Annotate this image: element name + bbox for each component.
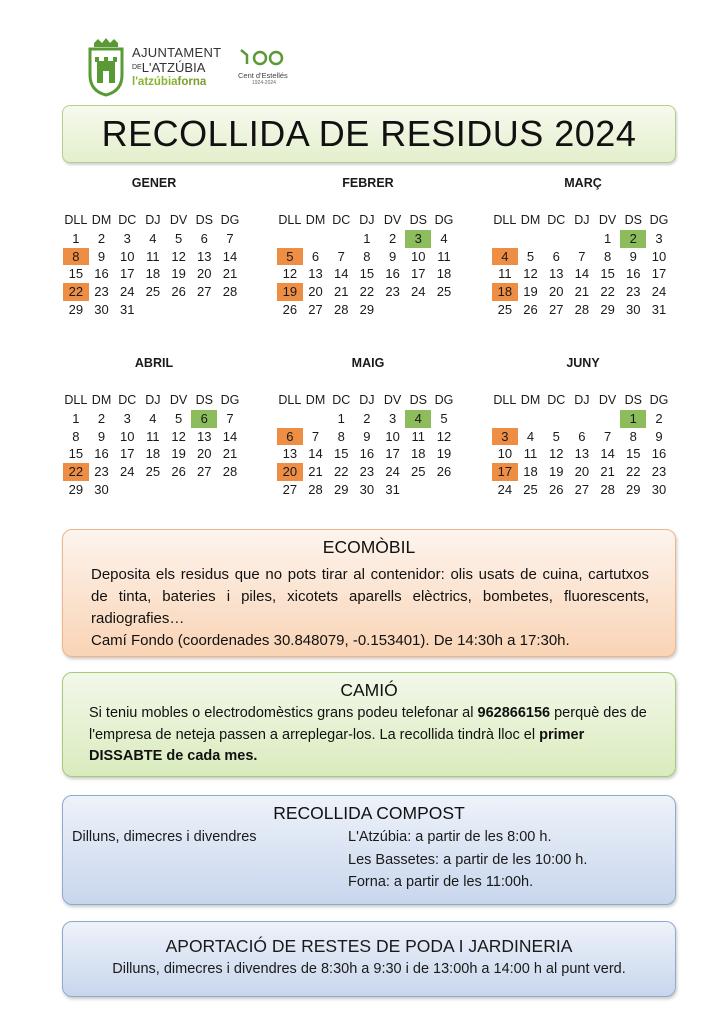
weekday-header: DV — [169, 393, 188, 407]
day-cell: 27 — [197, 284, 212, 300]
day-cell: 2 — [363, 410, 371, 426]
day-cell: 22 — [359, 284, 375, 300]
day-cell: 11 — [498, 266, 512, 282]
day-cell: 7 — [226, 410, 234, 426]
day-cell: 15 — [359, 266, 375, 282]
camio-phone: 962866156 — [477, 705, 551, 721]
compost-box — [62, 795, 676, 905]
day-cell: 15 — [333, 446, 349, 462]
day-cell: 16 — [359, 446, 375, 462]
day-cell: 20 — [197, 266, 212, 282]
compost-title: RECOLLIDA COMPOST — [273, 803, 465, 823]
weekday-header: DV — [383, 213, 402, 227]
month-block — [492, 355, 674, 499]
day-cell: 14 — [222, 428, 238, 444]
day-cell: 8 — [72, 428, 80, 444]
brand-forna: forna — [177, 75, 207, 88]
weekday-header: DM — [305, 213, 326, 227]
ecomobil-title: ECOMÒBIL — [322, 537, 416, 557]
month-grid — [277, 212, 459, 319]
day-cell: 25 — [145, 464, 161, 480]
weekday-header: DJ — [359, 393, 375, 407]
day-cell: 5 — [174, 410, 183, 426]
day-cell: 5 — [526, 248, 535, 264]
day-cell: 28 — [222, 284, 238, 300]
day-cell: 16 — [651, 446, 667, 462]
day-cell: 17 — [385, 446, 400, 462]
weekday-header: DS — [624, 393, 642, 407]
month-name: MARÇ — [564, 176, 602, 190]
day-cell-ecomobil: 20 — [277, 463, 303, 481]
day-cell: 10 — [651, 248, 667, 264]
day-cell-ecomobil: 18 — [492, 283, 518, 301]
day-cell: 30 — [651, 481, 667, 497]
empty-day-cell — [518, 410, 544, 428]
day-cell: 11 — [437, 248, 451, 264]
day-cell: 16 — [94, 446, 109, 462]
weekday-header: DG — [434, 393, 454, 407]
day-cell: 6 — [200, 230, 208, 246]
day-cell: 22 — [626, 464, 641, 480]
camio-text-part1: Si teniu mobles o electrodomèstics grans podeu telefonar al — [89, 705, 478, 721]
weekday-header: DJ — [359, 213, 375, 227]
day-cell: 5 — [174, 230, 183, 246]
weekday-header: DS — [195, 393, 213, 407]
day-cell: 13 — [282, 446, 298, 462]
day-cell: 23 — [94, 464, 109, 480]
day-cell: 27 — [282, 481, 298, 497]
day-cell: 11 — [146, 428, 160, 444]
empty-day-cell — [492, 230, 518, 248]
weekday-header: DLL — [278, 213, 302, 227]
day-cell: 19 — [171, 446, 186, 462]
day-cell: 27 — [308, 301, 323, 317]
day-cell: 29 — [600, 301, 615, 317]
day-cell: 17 — [119, 446, 135, 462]
day-cell: 8 — [337, 428, 345, 444]
ajuntament-logo — [86, 36, 221, 98]
empty-day-cell — [569, 410, 595, 428]
camio-schedule: primer DISSABTE de cada mes. — [89, 726, 585, 764]
ajuntament-label: AJUNTAMENT — [132, 44, 222, 60]
town-label: L'ATZÚBIA — [141, 59, 206, 75]
day-cell: 3 — [388, 410, 397, 426]
day-cell: 15 — [68, 446, 84, 462]
day-cell: 15 — [626, 446, 641, 462]
weekday-header: DS — [195, 213, 213, 227]
day-cell: 23 — [626, 284, 641, 300]
day-cell: 10 — [411, 248, 426, 264]
compost-days: Dilluns, dimecres i divendres — [72, 829, 257, 845]
day-cell: 29 — [359, 301, 375, 317]
day-cell: 2 — [655, 410, 663, 426]
day-cell: 26 — [171, 464, 186, 480]
day-cell: 10 — [119, 428, 135, 444]
weekday-header: DJ — [574, 393, 590, 407]
month-name: FEBRER — [342, 176, 394, 190]
poda-text: Dilluns, dimecres i divendres de 8:30h a 9:30 i de 13:00h a 14:00 h al punt verd. — [112, 961, 626, 977]
day-cell: 28 — [333, 301, 349, 317]
weekday-header: DJ — [145, 213, 161, 227]
month-block — [63, 175, 245, 319]
day-cell-ecomobil: 22 — [63, 463, 89, 481]
day-cell: 30 — [626, 301, 641, 317]
weekday-header: DLL — [278, 393, 302, 407]
day-cell: 18 — [145, 266, 161, 282]
day-cell: 30 — [359, 481, 375, 497]
day-cell: 12 — [523, 266, 538, 282]
day-cell: 1 — [603, 230, 612, 246]
day-cell: 20 — [308, 284, 323, 300]
day-cell: 10 — [385, 428, 400, 444]
day-cell-ecomobil: 3 — [492, 428, 518, 446]
weekday-header: DLL — [493, 213, 517, 227]
day-cell: 28 — [308, 481, 323, 497]
day-cell-camio: 3 — [405, 230, 431, 248]
day-cell: 18 — [411, 446, 426, 462]
day-cell: 22 — [333, 464, 349, 480]
month-block — [63, 355, 245, 499]
empty-day-cell — [543, 230, 569, 248]
poda-title: APORTACIÓ DE RESTES DE PODA I JARDINERIA — [165, 936, 573, 956]
compost-schedule-bassetes: Les Bassetes: a partir de les 10:00 h. — [348, 851, 588, 868]
day-cell: 28 — [600, 481, 615, 497]
day-cell: 25 — [523, 481, 538, 497]
day-cell: 13 — [548, 266, 564, 282]
empty-day-cell — [277, 410, 303, 428]
day-cell: 1 — [337, 410, 345, 426]
day-cell: 31 — [119, 301, 135, 317]
weekday-header: DG — [220, 393, 240, 407]
day-cell: 27 — [197, 464, 212, 480]
weekday-header: DM — [520, 213, 541, 227]
day-cell: 14 — [222, 248, 238, 264]
day-cell: 16 — [94, 266, 109, 282]
day-cell: 25 — [436, 284, 452, 300]
day-cell-ecomobil: 8 — [63, 248, 89, 266]
month-block — [277, 175, 459, 319]
weekday-header: DM — [91, 393, 112, 407]
day-cell: 24 — [411, 284, 426, 300]
weekday-header: DS — [624, 213, 642, 227]
day-cell: 9 — [363, 428, 371, 444]
day-cell: 5 — [440, 410, 448, 426]
day-cell: 3 — [655, 230, 663, 246]
empty-day-cell — [277, 230, 303, 248]
weekday-header: DS — [409, 213, 427, 227]
day-cell: 2 — [97, 410, 106, 426]
day-cell: 29 — [626, 481, 641, 497]
camio-box — [62, 672, 676, 777]
empty-day-cell — [543, 410, 569, 428]
day-cell: 11 — [523, 446, 538, 462]
day-cell: 13 — [308, 266, 323, 282]
weekday-header: DG — [434, 213, 454, 227]
day-cell: 20 — [548, 284, 564, 300]
camio-text — [89, 703, 647, 768]
weekday-header: DJ — [574, 213, 590, 227]
day-cell: 25 — [411, 464, 426, 480]
day-cell: 18 — [145, 446, 161, 462]
day-cell: 7 — [226, 230, 234, 246]
day-cell-ecomobil: 19 — [277, 283, 303, 301]
day-cell: 27 — [548, 301, 564, 317]
day-cell: 13 — [197, 428, 212, 444]
day-cell: 30 — [94, 301, 109, 317]
day-cell-ecomobil: 4 — [492, 248, 518, 266]
day-cell: 25 — [497, 301, 513, 317]
day-cell-ecomobil: 6 — [277, 428, 303, 446]
day-cell: 14 — [600, 446, 615, 462]
month-name: JUNY — [566, 356, 600, 370]
weekday-header: DC — [118, 393, 137, 407]
month-name: MAIG — [351, 356, 385, 370]
day-cell: 13 — [197, 248, 212, 264]
day-cell: 16 — [626, 266, 641, 282]
compost-schedule-atzubia: L'Atzúbia: a partir de les 8:00 h. — [348, 829, 552, 845]
month-name: ABRIL — [134, 356, 174, 370]
month-block — [492, 175, 674, 319]
day-cell: 13 — [574, 446, 590, 462]
day-cell: 3 — [123, 230, 131, 246]
day-cell: 23 — [94, 284, 109, 300]
day-cell: 7 — [311, 428, 320, 444]
day-cell: 18 — [523, 464, 538, 480]
day-cell: 24 — [385, 464, 400, 480]
day-cell: 26 — [282, 301, 298, 317]
ecomobil-description: Deposita els residus que no pots tirar al contenidor: olis usats de cuina, cartutxos de tinta, bateries i piles, xicotets aparells elèctrics, bombetes, fluorescents, radiografies… — [91, 566, 649, 627]
month-grid — [63, 392, 245, 499]
day-cell: 21 — [308, 464, 323, 480]
ajuntament-de-label: DE — [132, 63, 142, 71]
weekday-header: DC — [547, 393, 566, 407]
day-cell: 29 — [68, 301, 84, 317]
weekday-header: DV — [383, 393, 402, 407]
ecomobil-location: Camí Fondo (coordenades 30.848079, -0.153401). De 14:30h a 17:30h. — [91, 632, 570, 649]
cent-title: Cent d'Estellés — [238, 71, 288, 80]
day-cell: 9 — [388, 248, 397, 264]
coat-of-arms-icon — [86, 37, 126, 97]
day-cell: 19 — [171, 266, 186, 282]
day-cell: 12 — [548, 446, 564, 462]
camio-text-part2: perquè des de l'empresa de neteja passen a arreplegar-los. La recollida tindrà lloc el — [89, 705, 647, 743]
weekday-header: DC — [547, 213, 566, 227]
month-grid — [277, 392, 459, 499]
weekday-header: DLL — [493, 393, 517, 407]
day-cell: 18 — [436, 266, 452, 282]
day-cell: 6 — [552, 248, 560, 264]
ecomobil-box — [62, 529, 676, 657]
day-cell: 24 — [497, 481, 513, 497]
day-cell: 4 — [149, 410, 157, 426]
day-cell: 10 — [119, 248, 135, 264]
day-cell: 20 — [197, 446, 212, 462]
empty-day-cell — [518, 230, 544, 248]
weekday-header: DV — [598, 213, 617, 227]
month-grid — [492, 392, 674, 499]
day-cell: 15 — [68, 266, 84, 282]
empty-day-cell — [303, 230, 329, 248]
month-grid — [492, 212, 674, 319]
day-cell: 9 — [629, 248, 637, 264]
month-block — [277, 355, 459, 499]
day-cell: 24 — [651, 284, 667, 300]
day-cell: 20 — [574, 464, 590, 480]
day-cell: 29 — [333, 481, 349, 497]
poda-box — [62, 921, 676, 997]
weekday-header: DM — [305, 393, 326, 407]
day-cell: 31 — [651, 301, 667, 317]
empty-day-cell — [595, 410, 621, 428]
weekday-header: DS — [409, 393, 427, 407]
day-cell: 2 — [97, 230, 106, 246]
day-cell: 8 — [603, 248, 612, 264]
weekday-header: DM — [91, 213, 112, 227]
day-cell: 12 — [171, 248, 186, 264]
day-cell: 1 — [72, 230, 80, 246]
day-cell-ecomobil: 22 — [63, 283, 89, 301]
day-cell: 2 — [388, 230, 397, 246]
day-cell: 1 — [363, 230, 371, 246]
day-cell: 22 — [600, 284, 615, 300]
day-cell: 4 — [526, 428, 535, 444]
cent-estelles-logo — [238, 46, 298, 86]
day-cell: 27 — [574, 481, 590, 497]
month-grid — [63, 212, 245, 319]
month-name: GENER — [131, 176, 177, 190]
compost-schedule-forna: Forna: a partir de les 11:00h. — [348, 874, 534, 890]
weekday-header: DG — [649, 213, 669, 227]
day-cell: 26 — [548, 481, 564, 497]
day-cell: 11 — [411, 428, 426, 444]
day-cell: 12 — [282, 266, 298, 282]
day-cell: 8 — [629, 428, 637, 444]
day-cell: 16 — [385, 266, 400, 282]
cent-logo-icon — [238, 46, 288, 68]
day-cell: 19 — [436, 446, 452, 462]
day-cell-camio: 6 — [191, 410, 217, 428]
day-cell: 1 — [72, 410, 80, 426]
day-cell: 21 — [222, 266, 238, 282]
day-cell: 28 — [222, 464, 238, 480]
day-cell: 14 — [308, 446, 323, 462]
day-cell: 21 — [600, 464, 615, 480]
day-cell: 17 — [411, 266, 426, 282]
day-cell: 17 — [651, 266, 667, 282]
brand-atzubia: l'atzúbia — [132, 75, 178, 88]
day-cell-camio: 1 — [620, 410, 646, 428]
day-cell: 10 — [497, 446, 513, 462]
day-cell: 26 — [436, 464, 452, 480]
empty-day-cell — [328, 230, 354, 248]
weekday-header: DV — [169, 213, 188, 227]
weekday-header: DLL — [64, 213, 88, 227]
day-cell: 6 — [311, 248, 320, 264]
day-cell: 7 — [337, 248, 345, 264]
camio-title: CAMIÓ — [340, 680, 398, 700]
day-cell-camio: 4 — [405, 410, 431, 428]
day-cell-camio: 2 — [620, 230, 646, 248]
day-cell: 12 — [171, 428, 186, 444]
day-cell: 19 — [548, 464, 564, 480]
weekday-header: DLL — [64, 393, 88, 407]
day-cell: 14 — [574, 266, 590, 282]
title-banner — [62, 105, 676, 163]
day-cell: 21 — [333, 284, 349, 300]
weekday-header: DG — [649, 393, 669, 407]
cent-years: 1924-2024 — [252, 80, 276, 86]
day-cell: 23 — [385, 284, 400, 300]
day-cell: 24 — [119, 464, 135, 480]
day-cell: 9 — [97, 248, 106, 264]
weekday-header: DM — [520, 393, 541, 407]
day-cell: 25 — [145, 284, 161, 300]
day-cell: 6 — [578, 428, 586, 444]
day-cell: 8 — [363, 248, 371, 264]
weekday-header: DC — [332, 213, 351, 227]
day-cell-ecomobil: 17 — [492, 463, 518, 481]
weekday-header: DV — [598, 393, 617, 407]
day-cell-ecomobil: 5 — [277, 248, 303, 266]
day-cell: 4 — [149, 230, 157, 246]
day-cell: 12 — [436, 428, 452, 444]
day-cell: 7 — [603, 428, 612, 444]
day-cell: 23 — [651, 464, 667, 480]
day-cell: 26 — [171, 284, 186, 300]
weekday-header: DC — [118, 213, 137, 227]
day-cell: 31 — [385, 481, 400, 497]
day-cell: 15 — [600, 266, 615, 282]
empty-day-cell — [303, 410, 329, 428]
day-cell: 11 — [146, 248, 160, 264]
day-cell: 9 — [655, 428, 663, 444]
day-cell: 30 — [94, 481, 109, 497]
day-cell: 21 — [574, 284, 590, 300]
page-title: RECOLLIDA DE RESIDUS 2024 — [101, 113, 637, 154]
weekday-header: DC — [332, 393, 351, 407]
day-cell: 3 — [123, 410, 131, 426]
day-cell: 28 — [574, 301, 590, 317]
day-cell: 26 — [523, 301, 538, 317]
day-cell: 21 — [222, 446, 238, 462]
weekday-header: DJ — [145, 393, 161, 407]
day-cell: 4 — [440, 230, 448, 246]
day-cell: 19 — [523, 284, 538, 300]
day-cell: 29 — [68, 481, 84, 497]
day-cell: 5 — [552, 428, 560, 444]
day-cell: 14 — [333, 266, 349, 282]
day-cell: 17 — [119, 266, 135, 282]
empty-day-cell — [492, 410, 518, 428]
empty-day-cell — [569, 230, 595, 248]
day-cell: 23 — [359, 464, 375, 480]
weekday-header: DG — [220, 213, 240, 227]
day-cell: 7 — [578, 248, 586, 264]
day-cell: 9 — [97, 428, 106, 444]
day-cell: 24 — [119, 284, 135, 300]
